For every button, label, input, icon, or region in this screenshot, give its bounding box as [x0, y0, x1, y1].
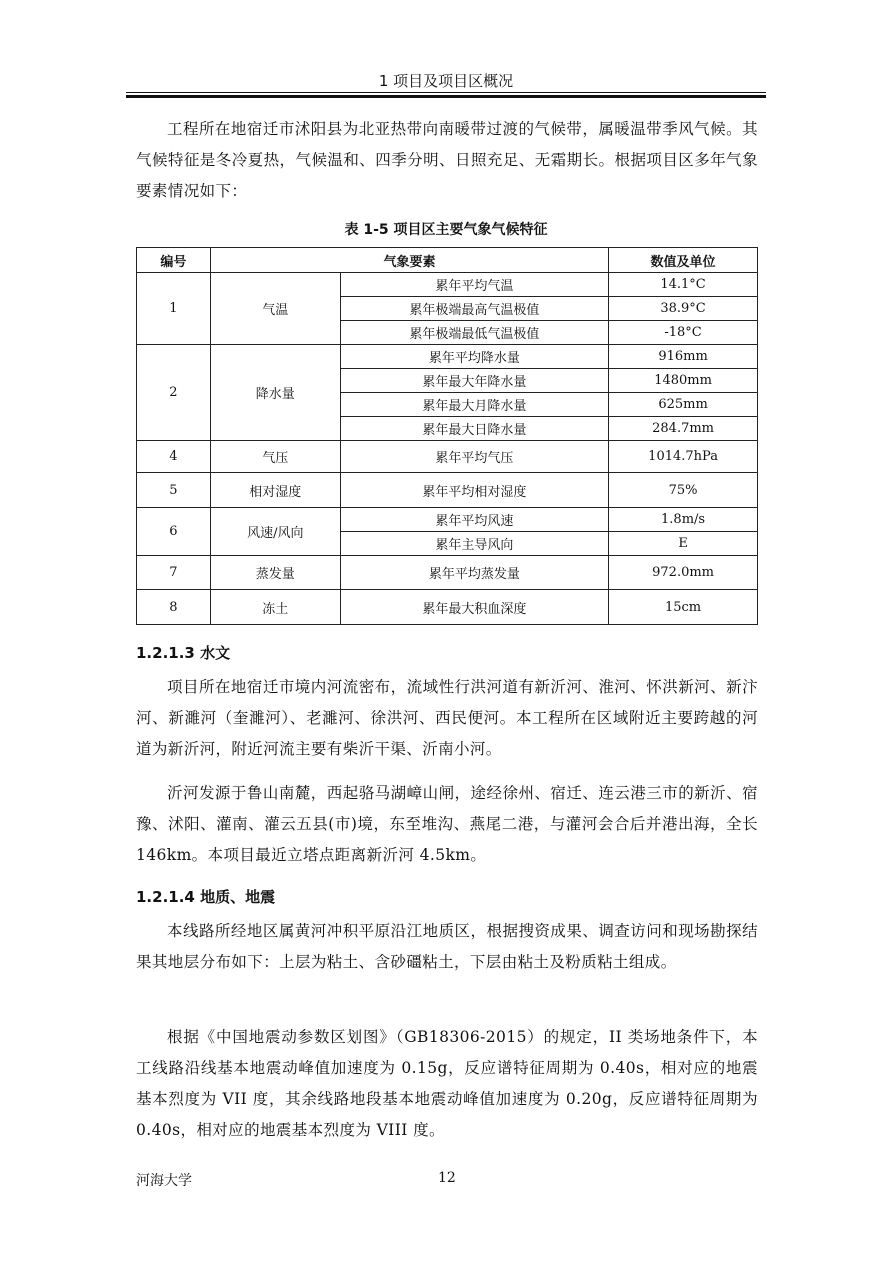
value-cell: 625mm	[609, 393, 758, 417]
section-heading-geology: 1.2.1.4 地质、地震	[136, 888, 276, 906]
group-element: 气压	[210, 441, 340, 473]
value-cell: E	[609, 532, 758, 556]
value-cell: 1.8m/s	[609, 508, 758, 532]
climate-table	[136, 247, 758, 625]
value-cell: 14.1°C	[609, 273, 758, 297]
header-number: 编号	[137, 248, 211, 273]
header-rule-thick	[126, 95, 766, 98]
table-row	[137, 473, 758, 508]
item-cell: 累年最大日降水量	[340, 417, 608, 441]
table-row	[137, 441, 758, 473]
hydrology-paragraph-2: 沂河发源于鲁山南麓，西起骆马湖嶂山闸，途经徐州、宿迁、连云港三市的新沂、宿豫、沭阳、灌南、灌云五县(市)境，东至堆沟、燕尾二港，与灌河会合后并港出海，全长 146km。本项目最近立塔点距离新沂河 4.5km。	[136, 784, 758, 864]
value-cell: 916mm	[609, 345, 758, 369]
value-cell: 284.7mm	[609, 417, 758, 441]
table-row	[137, 590, 758, 625]
hydrology-paragraph-1: 项目所在地宿迁市境内河流密布，流域性行洪河道有新沂河、淮河、怀洪新河、新汴河、新濉河（奎濉河）、老濉河、徐洪河、西民便河。本工程所在区域附近主要跨越的河道为新沂河，附近河流主要有柴沂干渠、沂南小河。	[136, 678, 758, 758]
geology-paragraph-2: 根据《中国地震动参数区划图》（GB18306-2015）的规定，II 类场地条件下，本工线路沿线基本地震动峰值加速度为 0.15g，反应谱特征周期为 0.40s，相对应的地震基本烈度为 VII 度，其余线路地段基本地震动峰值加速度为 0.20g，反应谱特征周期为 0.40s，相对应的地震基本烈度为 VIII 度。	[136, 1028, 758, 1139]
intro-paragraph: 工程所在地宿迁市沭阳县为北亚热带向南暖带过渡的气候带，属暖温带季风气候。其气候特征是冬冷夏热，气候温和、四季分明、日照充足、无霜期长。根据项目区多年气象要素情况如下：	[136, 120, 758, 200]
group-element: 蒸发量	[210, 556, 340, 590]
group-element: 冻土	[210, 590, 340, 625]
item-cell: 累年最大积血深度	[340, 590, 608, 625]
header-value: 数值及单位	[609, 248, 758, 273]
value-cell: 972.0mm	[609, 556, 758, 590]
group-element: 降水量	[210, 345, 340, 441]
item-cell: 累年平均风速	[340, 508, 608, 532]
section-heading-hydrology: 1.2.1.3 水文	[136, 644, 231, 662]
table-row	[137, 273, 758, 297]
page-number: 12	[438, 1170, 456, 1186]
header-element: 气象要素	[210, 248, 608, 273]
group-number: 5	[137, 473, 211, 508]
value-cell: 1014.7hPa	[609, 441, 758, 473]
table-row	[137, 345, 758, 369]
item-cell: 累年主导风向	[340, 532, 608, 556]
item-cell: 累年最大年降水量	[340, 369, 608, 393]
value-cell: -18°C	[609, 321, 758, 345]
group-element: 风速/风向	[210, 508, 340, 556]
table-row	[137, 556, 758, 590]
item-cell: 累年极端最低气温极值	[340, 321, 608, 345]
header-rule	[126, 92, 766, 93]
table-header-row	[137, 248, 758, 273]
group-number: 6	[137, 508, 211, 556]
footer-institution: 河海大学	[136, 1173, 192, 1189]
value-cell: 75%	[609, 473, 758, 508]
item-cell: 累年平均降水量	[340, 345, 608, 369]
group-number: 1	[137, 273, 211, 345]
geology-paragraph-1: 本线路所经地区属黄河冲积平原沿江地质区，根据搜资成果、调查访问和现场勘探结果其地层分布如下：上层为粘土、含砂礓粘土，下层由粘土及粉质粘土组成。	[136, 922, 758, 971]
group-number: 2	[137, 345, 211, 441]
table-row	[137, 508, 758, 532]
item-cell: 累年平均气压	[340, 441, 608, 473]
value-cell: 1480mm	[609, 369, 758, 393]
group-element: 气温	[210, 273, 340, 345]
item-cell: 累年极端最高气温极值	[340, 297, 608, 321]
value-cell: 38.9°C	[609, 297, 758, 321]
item-cell: 累年平均相对湿度	[340, 473, 608, 508]
group-number: 8	[137, 590, 211, 625]
page-header-title: 1 项目及项目区概况	[378, 72, 514, 90]
group-element: 相对湿度	[210, 473, 340, 508]
group-number: 4	[137, 441, 211, 473]
item-cell: 累年平均蒸发量	[340, 556, 608, 590]
value-cell: 15cm	[609, 590, 758, 625]
group-number: 7	[137, 556, 211, 590]
item-cell: 累年最大月降水量	[340, 393, 608, 417]
item-cell: 累年平均气温	[340, 273, 608, 297]
table-caption: 表 1-5 项目区主要气象气候特征	[344, 222, 548, 238]
